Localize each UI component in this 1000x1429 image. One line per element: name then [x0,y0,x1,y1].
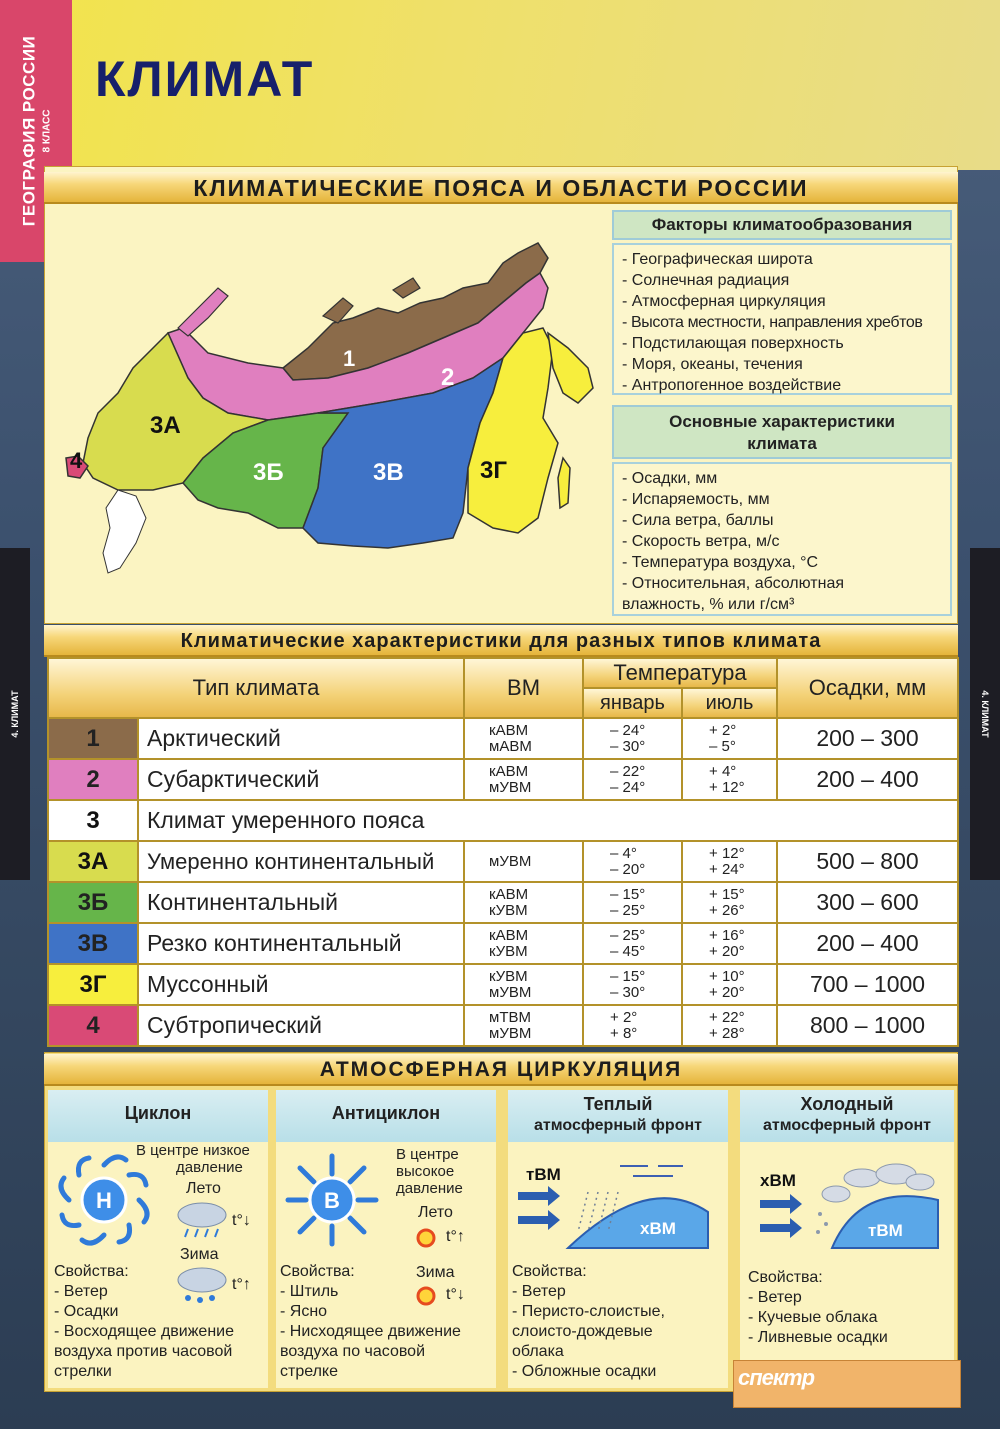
map-sakhalin [558,458,570,508]
temp-line: – 15° [610,885,646,903]
row-january [583,1005,682,1046]
temp-line: + 2° [709,721,737,739]
anticyclone-center-note-2: высокое [396,1163,455,1180]
row-july [682,1005,777,1046]
header-type: Тип климата [48,658,464,718]
map-label-3v: 3В [373,459,404,486]
anticyclone-symbol-icon [282,1150,382,1250]
header-july: июль [682,688,777,718]
anticyclone-card [276,1090,496,1388]
table-row-subarctic [48,759,958,800]
row-name: Резко континентальный [138,923,464,964]
row-number: 4 [48,1005,138,1046]
factor-item: - Высота местности, направления хребтов [622,314,923,331]
anticyclone-body [276,1142,496,1388]
cyclone-prop: - Осадки [54,1303,119,1320]
warm-front-title-line1: Теплый [583,1094,653,1114]
cyclone-center-note-2: давление [176,1159,243,1176]
characteristic-item: - Осадки, мм [622,470,718,487]
temp-line: – 45° [610,942,646,960]
warm-front-prop: - Ветер [512,1283,566,1300]
characteristic-item: - Сила ветра, баллы [622,512,774,529]
temp-line: + 20° [709,983,745,1001]
row-precip: 500 – 800 [777,841,958,882]
anticyclone-summer-label: Лето [418,1204,453,1221]
cyclone-winter-label: Зима [180,1246,219,1263]
cold-front-title-line2: атмосферный фронт [763,1117,931,1134]
row-july [682,718,777,759]
cyclone-prop: Свойства: [54,1263,129,1280]
row-number: 3Г [48,964,138,1005]
cyclone-title: Циклон [48,1090,268,1142]
anticyclone-winter-sign: t°↓ [446,1286,465,1303]
temp-line: + 12° [709,778,745,796]
anticyclone-center-note-1: В центре [396,1146,459,1163]
row-january [583,923,682,964]
map-label-3a: 3А [150,412,181,439]
sun-icon [414,1226,438,1250]
warm-front-prop: - Перисто-слоистые, [512,1303,665,1320]
header-temperature: Температура [583,658,777,688]
characteristic-item: влажность, % или г/см³ [622,596,795,613]
anticyclone-center-note-3: давление [396,1180,463,1197]
row-july [682,923,777,964]
cold-front-prop: Свойства: [748,1269,823,1286]
vm-line: кУВМ [489,901,528,919]
row-name: Арктический [138,718,464,759]
vm-line: кУВМ [489,967,528,985]
factors-title: Факторы климатообразования [612,210,952,240]
temp-line: – 30° [610,983,646,1001]
row-number: 3В [48,923,138,964]
anticyclone-prop: стрелке [280,1363,339,1380]
cyclone-prop: - Восходящее движение [54,1323,234,1340]
row-vm [464,718,583,759]
row-precip: 200 – 400 [777,923,958,964]
temp-line: + 12° [709,844,745,862]
warm-front-title [508,1090,728,1142]
cyclone-summer-label: Лето [186,1180,221,1197]
temp-line: + 2° [610,1008,638,1026]
anticyclone-title: Антициклон [276,1090,496,1142]
row-january [583,841,682,882]
anticyclone-prop: - Нисходящее движение [280,1323,461,1340]
temp-line: – 24° [610,721,646,739]
anticyclone-prop: - Штиль [280,1283,339,1300]
cyclone-summer-sign: t°↓ [232,1212,251,1229]
characteristic-item: - Относительная, абсолютная [622,575,845,592]
temp-line: – 15° [610,967,646,985]
cyclone-prop: - Ветер [54,1283,108,1300]
temp-line: + 26° [709,901,745,919]
warm-front-props [512,1262,665,1382]
temp-line: – 4° [610,844,637,862]
map-label-1: 1 [343,346,356,371]
characteristics-title-line1: Основные характеристики [669,412,895,431]
temp-line: – 30° [610,737,646,755]
temp-line: – 22° [610,762,646,780]
page-title: КЛИМАТ [95,51,315,107]
table-row-arctic [48,718,958,759]
vm-line: мУВМ [489,983,532,1001]
warm-front-warm-label: тВМ [526,1165,561,1184]
table-row-subtropic [48,1005,958,1046]
warm-front-card [508,1090,728,1388]
cold-front-title-line1: Холодный [800,1094,894,1114]
table-row-temperate [48,800,958,841]
svg-text:В: В [324,1188,340,1213]
row-vm [464,923,583,964]
characteristic-item: - Испаряемость, мм [622,491,770,508]
cyclone-center-note-1: В центре низкое [136,1142,250,1159]
vm-line: мТВМ [489,1008,531,1026]
row-name: Континентальный [138,882,464,923]
row-vm [464,1005,583,1046]
characteristic-item: - Температура воздуха, °С [622,554,819,571]
temp-line: – 25° [610,926,646,944]
cyclone-prop: стрелки [54,1363,112,1380]
left-edge-tab [0,548,30,880]
cold-front-props [748,1268,888,1348]
temp-line: + 15° [709,885,745,903]
cold-front-prop: - Ливневые осадки [748,1329,888,1346]
row-name: Муссонный [138,964,464,1005]
temp-line: – 25° [610,901,646,919]
row-number: 3Б [48,882,138,923]
row-july [682,759,777,800]
vm-line: кАВМ [489,885,529,903]
subject-grade: 8 КЛАСС [41,109,53,153]
warm-front-prop: - Обложные осадки [512,1363,657,1380]
characteristic-item: - Скорость ветра, м/с [622,533,780,550]
right-edge-tab [970,548,1000,880]
row-vm [464,964,583,1005]
cyclone-symbol-icon [54,1150,154,1250]
table-row-3a [48,841,958,882]
header-precip: Осадки, мм [777,658,958,718]
row-name: Климат умеренного пояса [138,800,958,841]
circulation-section-title: АТМОСФЕРНАЯ ЦИРКУЛЯЦИЯ [44,1054,958,1086]
cyclone-props [54,1262,234,1382]
row-number: 3А [48,841,138,882]
row-name: Субарктический [138,759,464,800]
temp-line: + 22° [709,1008,745,1026]
row-precip: 800 – 1000 [777,1005,958,1046]
header-vm: ВМ [464,658,583,718]
map-kamchatka [548,333,593,403]
cold-front-title [740,1090,954,1142]
cold-front-body [740,1142,954,1360]
subject-title: ГЕОГРАФИЯ РОССИИ [19,35,39,227]
row-july [682,964,777,1005]
map-label-3g: 3Г [480,457,507,484]
temp-line: + 20° [709,942,745,960]
publisher-logo: спектр [738,1365,815,1390]
vm-line: мУВМ [489,778,532,796]
rain-cloud-icon [172,1197,232,1241]
anticyclone-winter-label: Зима [416,1264,455,1281]
row-precip: 200 – 400 [777,759,958,800]
warm-front-cold-label: хВМ [640,1219,676,1238]
cyclone-body [48,1142,268,1388]
temp-line: – 20° [610,860,646,878]
cyclone-winter-sign: t°↑ [232,1276,251,1293]
row-january [583,882,682,923]
warm-front-prop: Свойства: [512,1263,587,1280]
row-precip: 300 – 600 [777,882,958,923]
row-july [682,841,777,882]
temp-line: – 5° [709,737,736,755]
characteristics-title [612,405,952,459]
anticyclone-summer-sign: t°↑ [446,1228,465,1245]
temp-line: + 16° [709,926,745,944]
warm-front-prop: облака [512,1343,564,1360]
row-january [583,964,682,1005]
map-label-2: 2 [441,364,455,391]
header-january: январь [583,688,682,718]
anticyclone-prop: - Ясно [280,1303,328,1320]
temp-line: + 8° [610,1024,638,1042]
climate-table [47,657,959,1047]
cyclone-prop: воздуха против часовой [54,1343,233,1360]
anticyclone-prop: Свойства: [280,1263,355,1280]
table-row-3v [48,923,958,964]
characteristics-list [612,462,952,616]
table-row-3b [48,882,958,923]
row-name: Субтропический [138,1005,464,1046]
warm-front-prop: слоисто-дождевые [512,1323,653,1340]
map-caspian [103,490,146,573]
row-precip: 700 – 1000 [777,964,958,1005]
anticyclone-props [280,1262,461,1382]
row-number: 3 [48,800,138,841]
cold-front-diagram [740,1152,954,1262]
vm-line: кАВМ [489,762,529,780]
row-number: 2 [48,759,138,800]
temp-line: + 24° [709,860,745,878]
temp-line: + 28° [709,1024,745,1042]
vm-line: кАВМ [489,926,529,944]
row-vm [464,882,583,923]
warm-front-diagram [508,1152,728,1262]
row-january [583,759,682,800]
factor-item: - Антропогенное воздействие [622,377,842,394]
characteristics-title-line2: климата [747,434,817,453]
left-edge-label: 4. КЛИМАТ [10,690,20,738]
map-label-4: 4 [70,448,83,473]
right-edge-label: 4. КЛИМАТ [980,690,990,738]
factor-item: - Солнечная радиация [622,272,790,289]
map-novaya-zemlya [178,288,228,336]
row-january [583,718,682,759]
vm-line: мАВМ [489,737,532,755]
factor-item: - Подстилающая поверхность [622,335,844,352]
anticyclone-prop: воздуха по часовой [280,1343,425,1360]
temp-line: – 24° [610,778,646,796]
cold-front-cold-label: хВМ [760,1171,796,1190]
zones-section-title: КЛИМАТИЧЕСКИЕ ПОЯСА И ОБЛАСТИ РОССИИ [44,172,958,204]
warm-front-title-line2: атмосферный фронт [534,1117,702,1134]
row-precip: 200 – 300 [777,718,958,759]
cold-front-prop: - Ветер [748,1289,802,1306]
row-number: 1 [48,718,138,759]
russia-climate-map [48,228,608,588]
cyclone-card [48,1090,268,1388]
vm-line: мУВМ [489,852,532,870]
factor-item: - Моря, океаны, течения [622,356,803,373]
vm-line: кАВМ [489,721,529,739]
factors-list [612,243,952,395]
map-label-3b: 3Б [253,459,284,486]
row-vm [464,759,583,800]
row-vm [464,841,583,882]
cold-front-warm-label: тВМ [868,1221,903,1240]
table-section-title: Климатические характеристики для разных типов климата [44,625,958,657]
factor-item: - Атмосферная циркуляция [622,293,826,310]
vm-line: кУВМ [489,942,528,960]
temp-line: + 4° [709,762,737,780]
warm-front-body [508,1142,728,1388]
publisher-imprint [733,1360,961,1408]
vm-line: мУВМ [489,1024,532,1042]
cold-front-prop: - Кучевые облака [748,1309,878,1326]
row-july [682,882,777,923]
factor-item: - Географическая широта [622,251,813,268]
table-row-3g [48,964,958,1005]
cold-front-card [740,1090,954,1360]
row-name: Умеренно континентальный [138,841,464,882]
svg-text:Н: Н [96,1188,112,1213]
temp-line: + 10° [709,967,745,985]
